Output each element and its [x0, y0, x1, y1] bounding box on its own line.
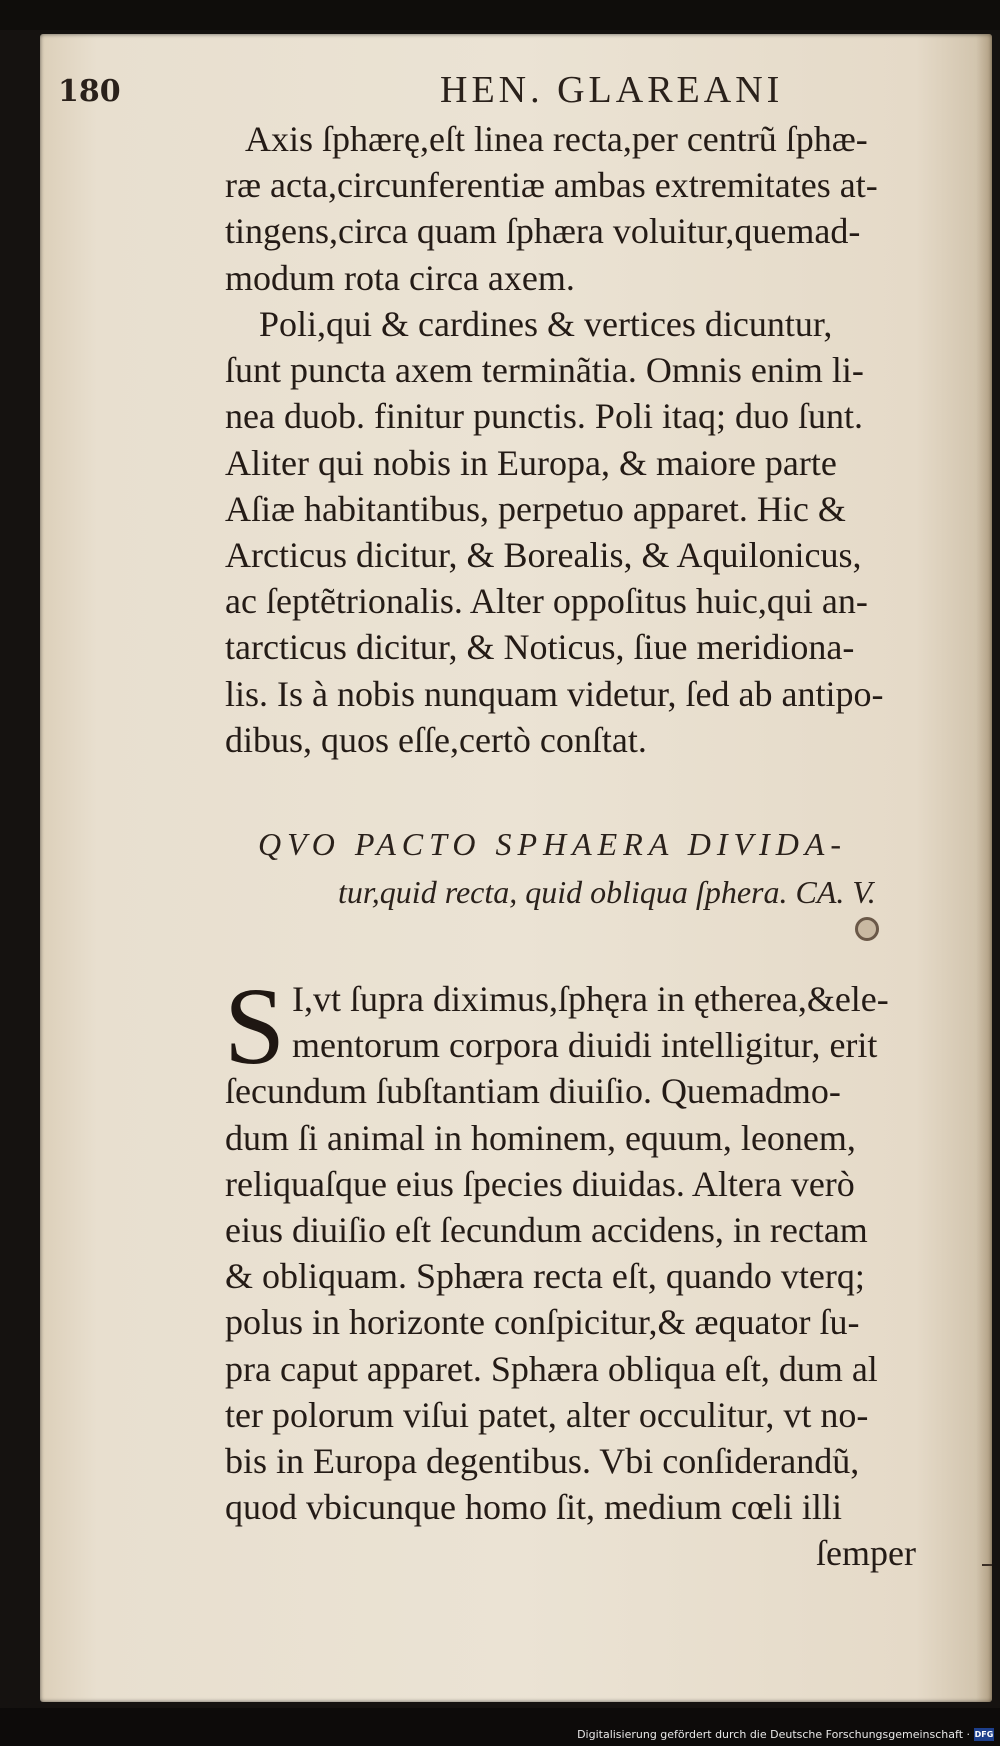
book-page [40, 34, 992, 1702]
running-title: HEN. GLAREANI [440, 69, 784, 111]
chapter-heading-line-1: QVO PACTO SPHAERA DIVIDA- [258, 826, 847, 862]
text-line: Axis ſphærę,eſt linea recta,per centrũ ſphæ- [245, 119, 868, 159]
paragraph-si [40, 965, 992, 1576]
text-line: eius diuiſio eſt ſecundum accidens, in rectam [225, 1209, 868, 1250]
text-line: pra caput apparet. Sphæra obliqua eſt, dum al [225, 1348, 878, 1389]
text-line: & obliquam. Sphæra recta eſt, quando vterq; [225, 1256, 865, 1297]
text-line: quod vbicunque homo ſit, medium cœli illi [225, 1487, 842, 1528]
text-line: Arcticus dicitur, & Borealis, & Aquilonicus, [225, 534, 862, 575]
text-line: polus in horizonte conſpicitur,& æquator ſu- [225, 1302, 860, 1343]
text-line: mentorum corpora diuidi intelligitur, erit [292, 1025, 878, 1066]
digitization-credit: Digitalisierung gefördert durch die Deutsche Forschungsgemeinschaft · [577, 1728, 970, 1741]
drop-cap: S [224, 965, 286, 1087]
text-line: reliquaſque eius ſpecies diuidas. Altera verò [225, 1163, 855, 1204]
text-line: dum ſi animal in hominem, equum, leonem, [225, 1117, 856, 1158]
text-line: ac ſeptẽtrionalis. Alter oppoſitus huic,qui an- [225, 581, 868, 622]
text-line: I,vt ſupra diximus,ſphęra in ętherea,&ele- [292, 979, 889, 1019]
scan-border-top [0, 0, 1000, 30]
text-line: nea duob. finitur punctis. Poli itaq; duo ſunt. [225, 396, 863, 437]
catchword-underline [982, 1564, 992, 1566]
text-line: tingens,circa quam ſphæra voluitur,quemad- [225, 211, 861, 252]
text-line: ter polorum viſui patet, alter occulitur, vt no- [225, 1394, 869, 1435]
dfg-logo: DFG [974, 1730, 994, 1739]
text-line: lis. Is à nobis nunquam videtur, ſed ab antipo- [225, 673, 884, 714]
ornament-circle [855, 917, 879, 941]
page-header [40, 68, 992, 120]
text-line: ſunt puncta axem terminãtia. Omnis enim li- [225, 350, 864, 391]
text-line: Aſiæ habitantibus, perpetuo apparet. Hic & [225, 488, 846, 529]
text-line: bis in Europa degentibus. Vbi conſiderandũ, [225, 1440, 860, 1481]
text-line: ræ acta,circunferentiæ ambas extremitates at- [225, 165, 878, 206]
text-line: tarcticus dicitur, & Noticus, ſiue meridiona- [225, 627, 855, 668]
chapter-heading-line-2: tur,quid recta, quid obliqua ſphera. CA. V. [338, 874, 876, 910]
paragraph-poli [40, 301, 992, 763]
page-number: 180 [58, 74, 121, 109]
paragraph-axis [40, 116, 992, 301]
text-line: Aliter qui nobis in Europa, & maiore parte [225, 442, 837, 483]
catchword: ſemper [816, 1533, 916, 1574]
text-line: modum rota circa axem. [225, 257, 575, 298]
text-line: ſecundum ſubſtantiam diuiſio. Quemadmo- [225, 1071, 841, 1112]
text-line: dibus, quos eſſe,certò conſtat. [225, 719, 647, 760]
text-line: Poli,qui & cardines & vertices dicuntur, [259, 304, 833, 344]
